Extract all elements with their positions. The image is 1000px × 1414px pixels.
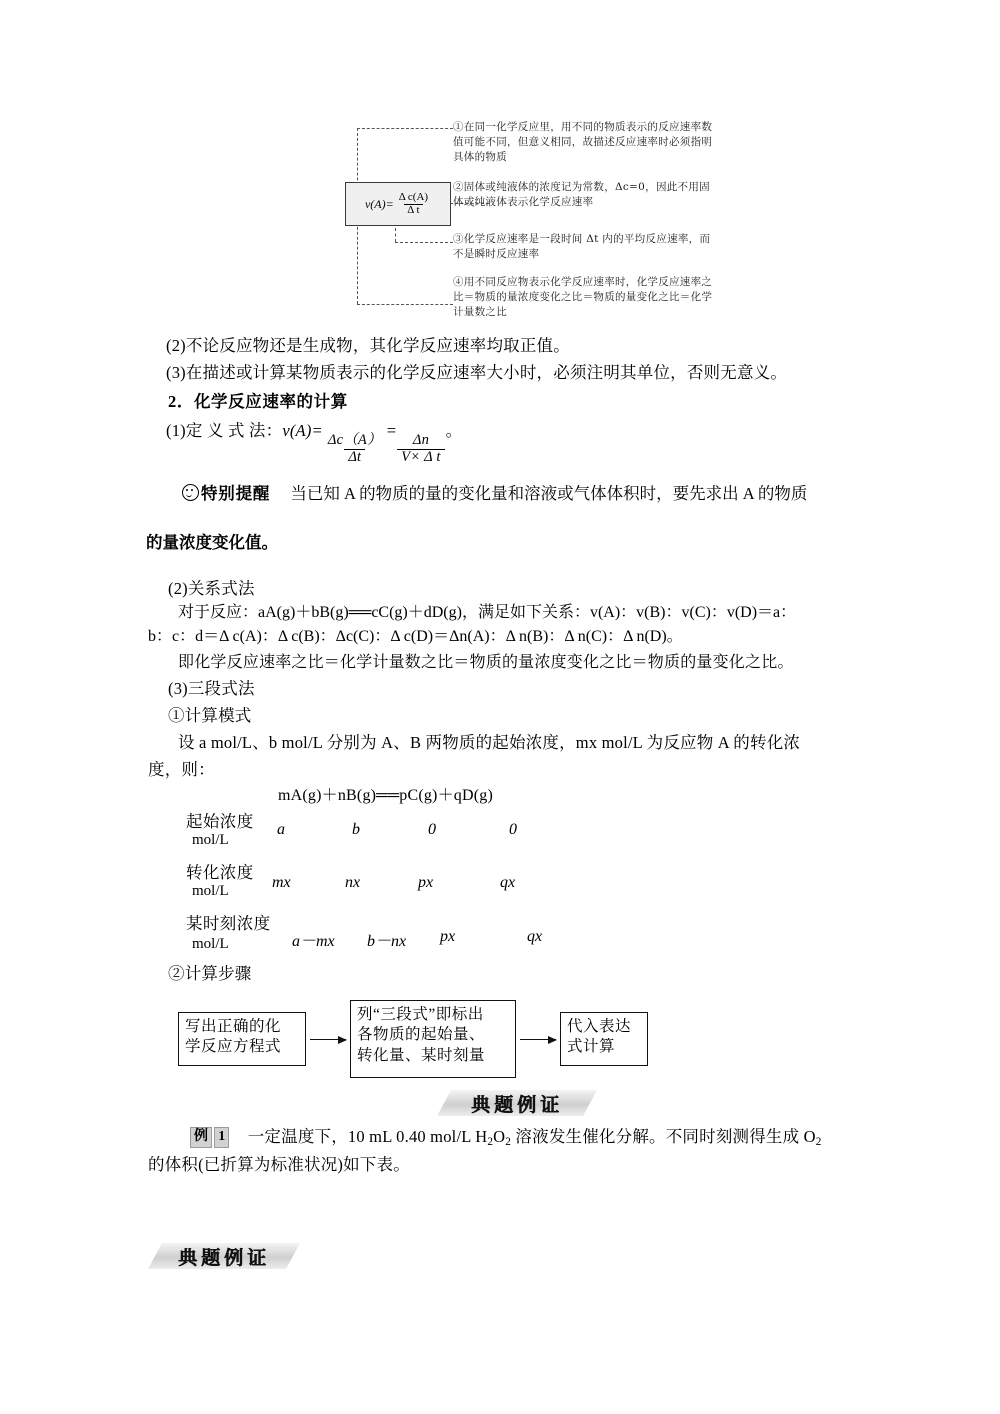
section-banner-top-title: 典题例证: [470, 1093, 563, 1116]
flow-box-3-line-2: 式计算: [567, 1038, 616, 1056]
definition-formula-line: [166, 418, 870, 465]
rate-formula-fraction: [396, 192, 431, 216]
stage-row-3-label: 某时刻浓度: [186, 914, 271, 933]
paragraph-item-2: (2)不论反应物还是生成物，其化学反应速率均取正值。: [166, 336, 570, 355]
stage-row-2-value-2: nx: [345, 874, 361, 891]
section-banner-top: [437, 1090, 597, 1116]
example-text-a: 一定温度下，10 mL 0.40 mol/L H: [247, 1127, 488, 1146]
special-tip-text-1: 当已知 A 的物质的量的变化量和溶液或气体体积时，要先求出 A 的物质: [290, 484, 808, 503]
flow-box-3: [560, 1012, 648, 1066]
special-tip-line-1: [182, 481, 872, 507]
smiley-icon: [182, 484, 199, 501]
example-line-1: [190, 1124, 880, 1151]
stage-row-1-value-1: a: [277, 821, 285, 838]
diagram-branch-4: [357, 304, 453, 305]
stage-row-3-unit: mol/L: [192, 936, 229, 952]
definition-period: 。: [445, 421, 463, 440]
rate-formula-box: [345, 182, 451, 226]
relation-method-line-1: 对于反应：aA(g)＋bB(g)══cC(g)＋dD(g)，满足如下关系：v(A)：v(B)：v(C)：v(D)＝a：: [178, 604, 797, 621]
special-tip-text-2: 的量浓度变化值。: [146, 533, 278, 552]
flow-arrow-1: [310, 1039, 346, 1040]
definition-equals: =: [386, 421, 397, 440]
definition-fraction-1: [324, 433, 386, 465]
special-tip-line-2: [146, 530, 836, 556]
stage-row-3-value-1: a－mx: [292, 933, 335, 950]
stage-row-2-value-1: mx: [272, 874, 291, 891]
example-subscript-1: 2: [487, 1135, 494, 1148]
stage-row-2-value-4: qx: [500, 874, 516, 891]
flow-arrow-2: [520, 1039, 556, 1040]
flow-box-1-line-2: 学反应方程式: [185, 1038, 282, 1056]
relation-method-title: (2)关系式法: [168, 579, 255, 598]
stage-row-1-unit: mol/L: [192, 832, 229, 848]
rate-formula-lhs: v(A)=: [364, 196, 394, 211]
paragraph-item-3: (3)在描述或计算某物质表示的化学反应速率大小时，必须注明其单位，否则无意义。: [166, 363, 788, 382]
definition-fraction-2: [397, 433, 444, 465]
stage-row-2-label: 转化浓度: [186, 863, 254, 882]
rate-formula-numerator: Δ c(A): [398, 190, 429, 203]
section-banner-bottom: [148, 1243, 300, 1269]
flow-box-2-line-1: 列“三段式”即标出: [357, 1006, 484, 1023]
stage-row-1-value-3: 0: [428, 821, 436, 838]
diagram-branch-3-stub: [395, 228, 396, 242]
flow-box-2: [350, 1000, 516, 1078]
rate-formula-denominator: Δ t: [404, 204, 422, 217]
stage-row-3-value-2: b－nx: [367, 933, 407, 950]
example-subscript-2: 2: [505, 1135, 512, 1148]
diagram-branch-3: [395, 242, 453, 243]
three-stage-setup-line-2: 度，则：: [148, 760, 215, 779]
diagram-branch-1: [357, 128, 453, 129]
diagram-note-4: ④用不同反应物表示化学反应速率时，化学反应速率之比＝物质的量浓度变化之比＝物质的量变化之比＝化学计量数之比: [453, 276, 713, 318]
section-banner-bottom-title: 典题例证: [177, 1246, 270, 1269]
example-line-2: 的体积(已折算为标准状况)如下表。: [148, 1155, 410, 1174]
concept-diagram: [345, 120, 715, 320]
three-stage-title: (3)三段式法: [168, 679, 255, 698]
stage-row-2-unit: mol/L: [192, 883, 229, 899]
definition-num-1: Δc（A）: [327, 431, 382, 448]
example-badge-label: 例: [190, 1127, 212, 1148]
three-stage-sub-1: ①计算模式: [168, 706, 252, 725]
relation-method-line-2: b：c：d＝Δ c(A)：Δ c(B)：Δc(C)：Δ c(D)＝Δn(A)：Δ n(B)：Δ n(C)：Δ n(D)。: [148, 628, 683, 645]
definition-label: (1)定 义 式 法：: [166, 421, 283, 440]
stage-row-1-value-2: b: [352, 821, 360, 838]
three-stage-setup-line-1: 设 a mol/L、b mol/L 分别为 A、B 两物质的起始浓度，mx mol/L 为反应物 A 的转化浓: [178, 733, 801, 752]
stage-row-1-value-4: 0: [509, 821, 517, 838]
relation-method-line-3: 即化学反应速率之比＝化学计量数之比＝物质的量浓度变化之比＝物质的量变化之比。: [178, 654, 794, 671]
definition-den-2: V× Δ t: [397, 449, 444, 466]
diagram-note-3: ③化学反应速率是一段时间 Δt 内的平均反应速率，而不是瞬时反应速率: [453, 233, 711, 260]
flow-box-1: [178, 1012, 306, 1066]
definition-den-1: Δt: [344, 449, 365, 466]
flow-box-2-line-2: 各物质的起始量、: [357, 1026, 486, 1044]
definition-lhs: v(A)=: [282, 421, 323, 440]
flow-box-2-line-3: 转化量、某时刻量: [357, 1046, 486, 1064]
stage-row-3-value-3: px: [440, 928, 456, 945]
example-badge-number: 1: [214, 1127, 229, 1148]
section-heading-2: 2．化学反应速率的计算: [168, 392, 348, 411]
special-tip-title: 特别提醒: [201, 484, 271, 503]
stage-row-2-value-3: px: [418, 874, 434, 891]
example-text-c: 溶液发生催化分解。不同时刻测得生成 O: [511, 1127, 816, 1146]
definition-num-2: Δn: [412, 431, 430, 448]
stage-row-3-value-4: qx: [527, 928, 543, 945]
example-subscript-3: 2: [815, 1135, 822, 1148]
example-text-b: O: [493, 1127, 506, 1146]
three-stage-sub-2: ②计算步骤: [168, 964, 252, 983]
three-stage-equation: mA(g)＋nB(g)══pC(g)＋qD(g): [278, 787, 493, 804]
flow-box-1-line-1: 写出正确的化: [185, 1018, 282, 1035]
diagram-note-2: ②固体或纯液体的浓度记为常数，Δc=0，因此不用固体或纯液体表示化学反应速率: [453, 181, 710, 208]
stage-row-1-label: 起始浓度: [186, 812, 254, 831]
diagram-note-1: ①在同一化学反应里，用不同的物质表示的反应速率数值可能不同，但意义相同，故描述反应速率时必须指明具体的物质: [453, 121, 713, 163]
flow-box-3-line-1: 代入表达: [567, 1018, 632, 1035]
